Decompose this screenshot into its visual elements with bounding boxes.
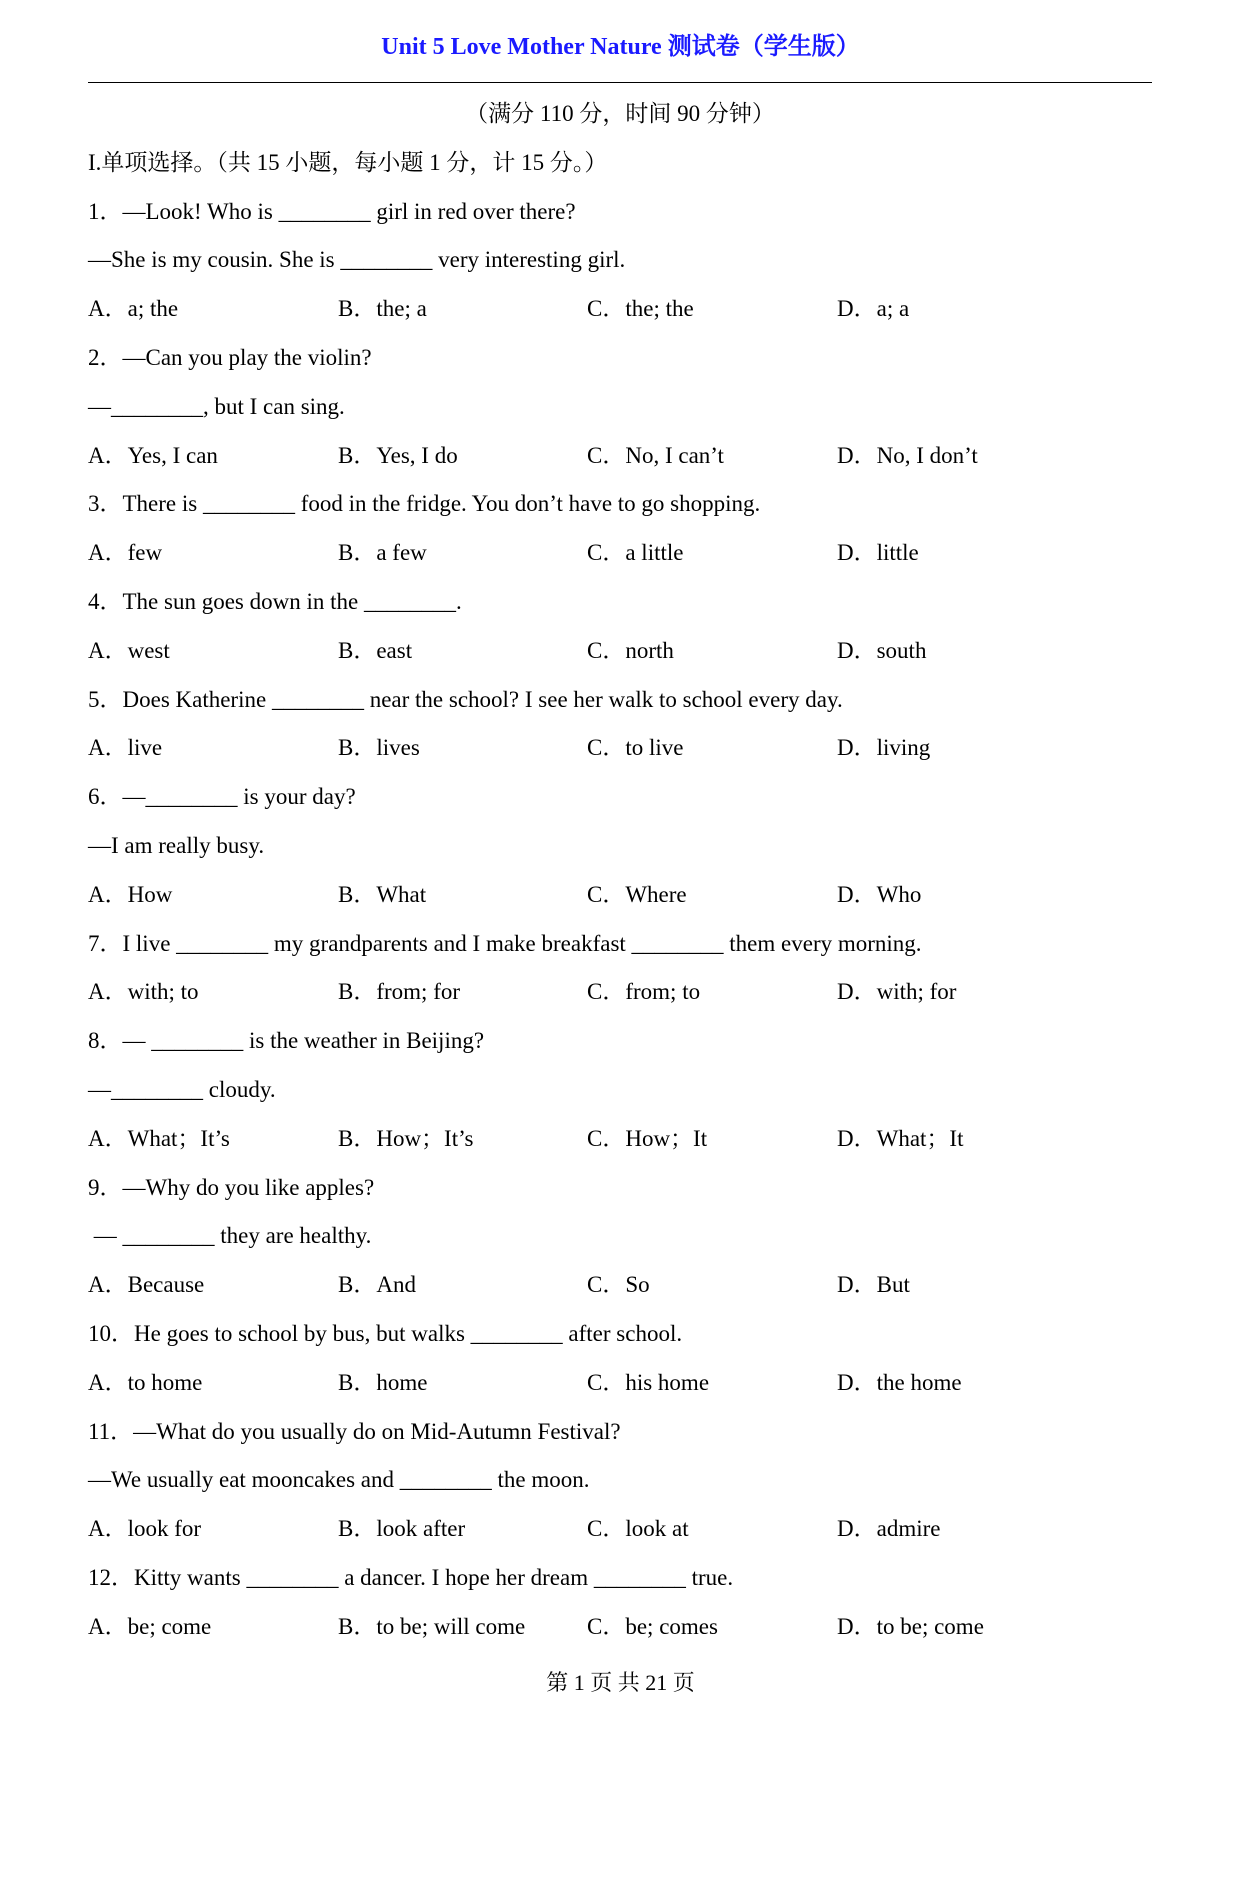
option-b: B．home [338,1369,428,1395]
question-7-options [88,968,1152,1017]
question-1-stem: 1．—Look! Who is ________ girl in red over there? [88,198,576,224]
question-12-stem: 12．Kitty wants ________ a dancer. I hope her dream ________ true. [88,1564,734,1590]
question-5-stem: 5．Does Katherine ________ near the school? I see her walk to school every day. [88,686,843,712]
option-d: D．living [837,735,931,761]
option-b: B．look after [338,1516,466,1542]
option-a: A．Because [88,1272,205,1298]
question-1-options [88,285,1152,334]
option-c: C．from; to [587,979,701,1005]
option-d: D．a; a [837,296,910,322]
option-b: B．a few [338,540,427,566]
option-c: C．to live [587,735,684,761]
question-2-options [88,432,1152,481]
option-b: B．What [338,881,427,907]
question-6-options [88,871,1152,920]
option-c: C．No, I can’t [587,442,724,468]
option-a: A．What；It’s [88,1125,230,1151]
option-c: C．So [587,1272,650,1298]
question-11-options [88,1505,1152,1554]
question-4-stem: 4．The sun goes down in the ________. [88,588,462,614]
option-d: D．south [837,637,927,663]
question-8-options [88,1115,1152,1164]
option-c: C．How；It [587,1125,708,1151]
option-a: A．Yes, I can [88,442,218,468]
question-6-response: —I am really busy. [88,832,265,858]
option-a: A．to home [88,1369,203,1395]
page-title: Unit 5 Love Mother Nature 测试卷（学生版） [381,34,860,60]
question-9-response: — ________ they are healthy. [88,1223,372,1249]
option-c: C．his home [587,1369,710,1395]
option-a: A．few [88,540,163,566]
option-b: B．Yes, I do [338,442,458,468]
question-8-response: —________ cloudy. [88,1076,276,1102]
question-8-stem: 8．— ________ is the weather in Beijing? [88,1028,485,1054]
question-3-stem: 3．There is ________ food in the fridge. You don’t have to go shopping. [88,491,761,517]
exam-info: （满分 110 分，时间 90 分钟） [465,101,775,126]
option-a: A．How [88,881,173,907]
option-d: D．the home [837,1369,962,1395]
option-a: A．a; the [88,296,179,322]
option-a: A．with; to [88,979,199,1005]
option-b: B．east [338,637,413,663]
option-b: B．to be; will come [338,1613,526,1639]
option-d: D．Who [837,881,922,907]
option-b: B．the; a [338,296,427,322]
option-a: A．look for [88,1516,202,1542]
option-c: C．be; comes [587,1613,718,1639]
option-c: C．a little [587,540,684,566]
question-5-options [88,724,1152,773]
option-d: D．admire [837,1516,941,1542]
option-b: B．from; for [338,979,461,1005]
document-body [88,90,1152,1652]
question-11-response: —We usually eat mooncakes and ________ the moon. [88,1467,590,1493]
header-divider [88,82,1152,83]
option-d: D．little [837,540,919,566]
question-10-stem: 10．He goes to school by bus, but walks ________ after school. [88,1320,683,1346]
question-2-stem: 2．—Can you play the violin? [88,344,372,370]
question-3-options [88,529,1152,578]
question-1-response: —She is my cousin. She is ________ very interesting girl. [88,247,626,273]
option-a: A．live [88,735,163,761]
question-12-options [88,1603,1152,1652]
option-a: A．be; come [88,1613,212,1639]
option-d: D．with; for [837,979,957,1005]
question-11-stem: 11．—What do you usually do on Mid-Autumn Festival? [88,1418,621,1444]
option-a: A．west [88,637,170,663]
option-c: C．Where [587,881,687,907]
question-9-stem: 9．—Why do you like apples? [88,1174,375,1200]
option-c: C．look at [587,1516,689,1542]
section-title: I.单项选择。（共 15 小题，每小题 1 分，计 15 分。） [88,149,608,175]
question-10-options [88,1359,1152,1408]
option-b: B．And [338,1272,416,1298]
question-6-stem: 6．—________ is your day? [88,784,356,810]
question-9-options [88,1261,1152,1310]
option-b: B．How；It’s [338,1125,474,1151]
question-2-response: —________, but I can sing. [88,393,345,419]
question-4-options [88,627,1152,676]
option-d: D．to be; come [837,1613,984,1639]
option-c: C．north [587,637,674,663]
option-d: D．But [837,1272,910,1298]
question-7-stem: 7．I live ________ my grandparents and I make breakfast ________ them every morning. [88,930,922,956]
option-b: B．lives [338,735,420,761]
option-c: C．the; the [587,296,694,322]
option-d: D．What；It [837,1125,964,1151]
option-d: D．No, I don’t [837,442,978,468]
page-number: 第 1 页 共 21 页 [546,1670,695,1695]
